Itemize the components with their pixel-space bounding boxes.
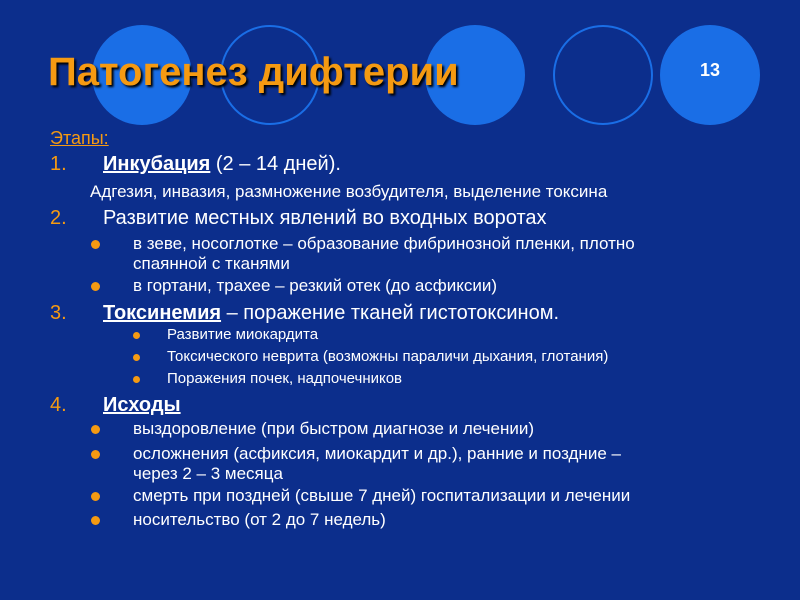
list-item: в гортани, трахее – резкий отек (до асфиксии) xyxy=(133,276,498,295)
item-text: Развитие местных явлений во входных воротах xyxy=(103,207,547,229)
bullet-line: в зеве, носоглотке – образование фибринозной пленки, плотно xyxy=(133,234,635,253)
bullet-icon xyxy=(133,332,140,339)
stages-label: Этапы: xyxy=(50,128,109,148)
list-item: Развитие миокардита xyxy=(167,326,319,343)
bullet-icon xyxy=(91,492,100,501)
list-item xyxy=(133,444,621,484)
item-heading: Исходы xyxy=(103,394,181,416)
bullet-icon xyxy=(91,240,100,249)
item-heading: Токсинемия xyxy=(103,302,222,324)
item-note: Адгезия, инвазия, размножение возбудителя, выделение токсина xyxy=(90,182,608,201)
list-item: смерть при поздней (свыше 7 дней) госпитализации и лечении xyxy=(133,486,631,505)
item-number: 3. xyxy=(50,302,67,324)
bullet-icon xyxy=(133,376,140,383)
list-item-3 xyxy=(103,302,559,325)
item-number: 2. xyxy=(50,207,67,229)
bullet-icon xyxy=(91,516,100,525)
bullet-line: через 2 – 3 месяца xyxy=(133,464,283,483)
item-heading: Инкубация xyxy=(103,153,211,175)
item-text: – поражение тканей гистотоксином. xyxy=(221,302,560,324)
slide-title: Патогенез дифтерии xyxy=(48,50,459,94)
list-item xyxy=(133,234,635,274)
list-item-1 xyxy=(103,153,341,176)
item-number: 1. xyxy=(50,153,67,175)
page-number: 13 xyxy=(699,60,721,80)
list-item: выздоровление (при быстром диагнозе и лечении) xyxy=(133,419,535,438)
bullet-icon xyxy=(133,354,140,361)
bullet-icon xyxy=(91,425,100,434)
list-item: Токсического неврита (возможны параличи дыхания, глотания) xyxy=(167,348,609,365)
item-number: 4. xyxy=(50,394,67,416)
item-text: (2 – 14 дней). xyxy=(210,153,341,175)
bullet-icon xyxy=(91,450,100,459)
bullet-line: спаянной с тканями xyxy=(133,254,290,273)
list-item: носительство (от 2 до 7 недель) xyxy=(133,510,386,529)
bullet-icon xyxy=(91,282,100,291)
bullet-line: осложнения (асфиксия, миокардит и др.), ранние и поздние – xyxy=(133,444,621,463)
list-item: Поражения почек, надпочечников xyxy=(167,370,403,387)
